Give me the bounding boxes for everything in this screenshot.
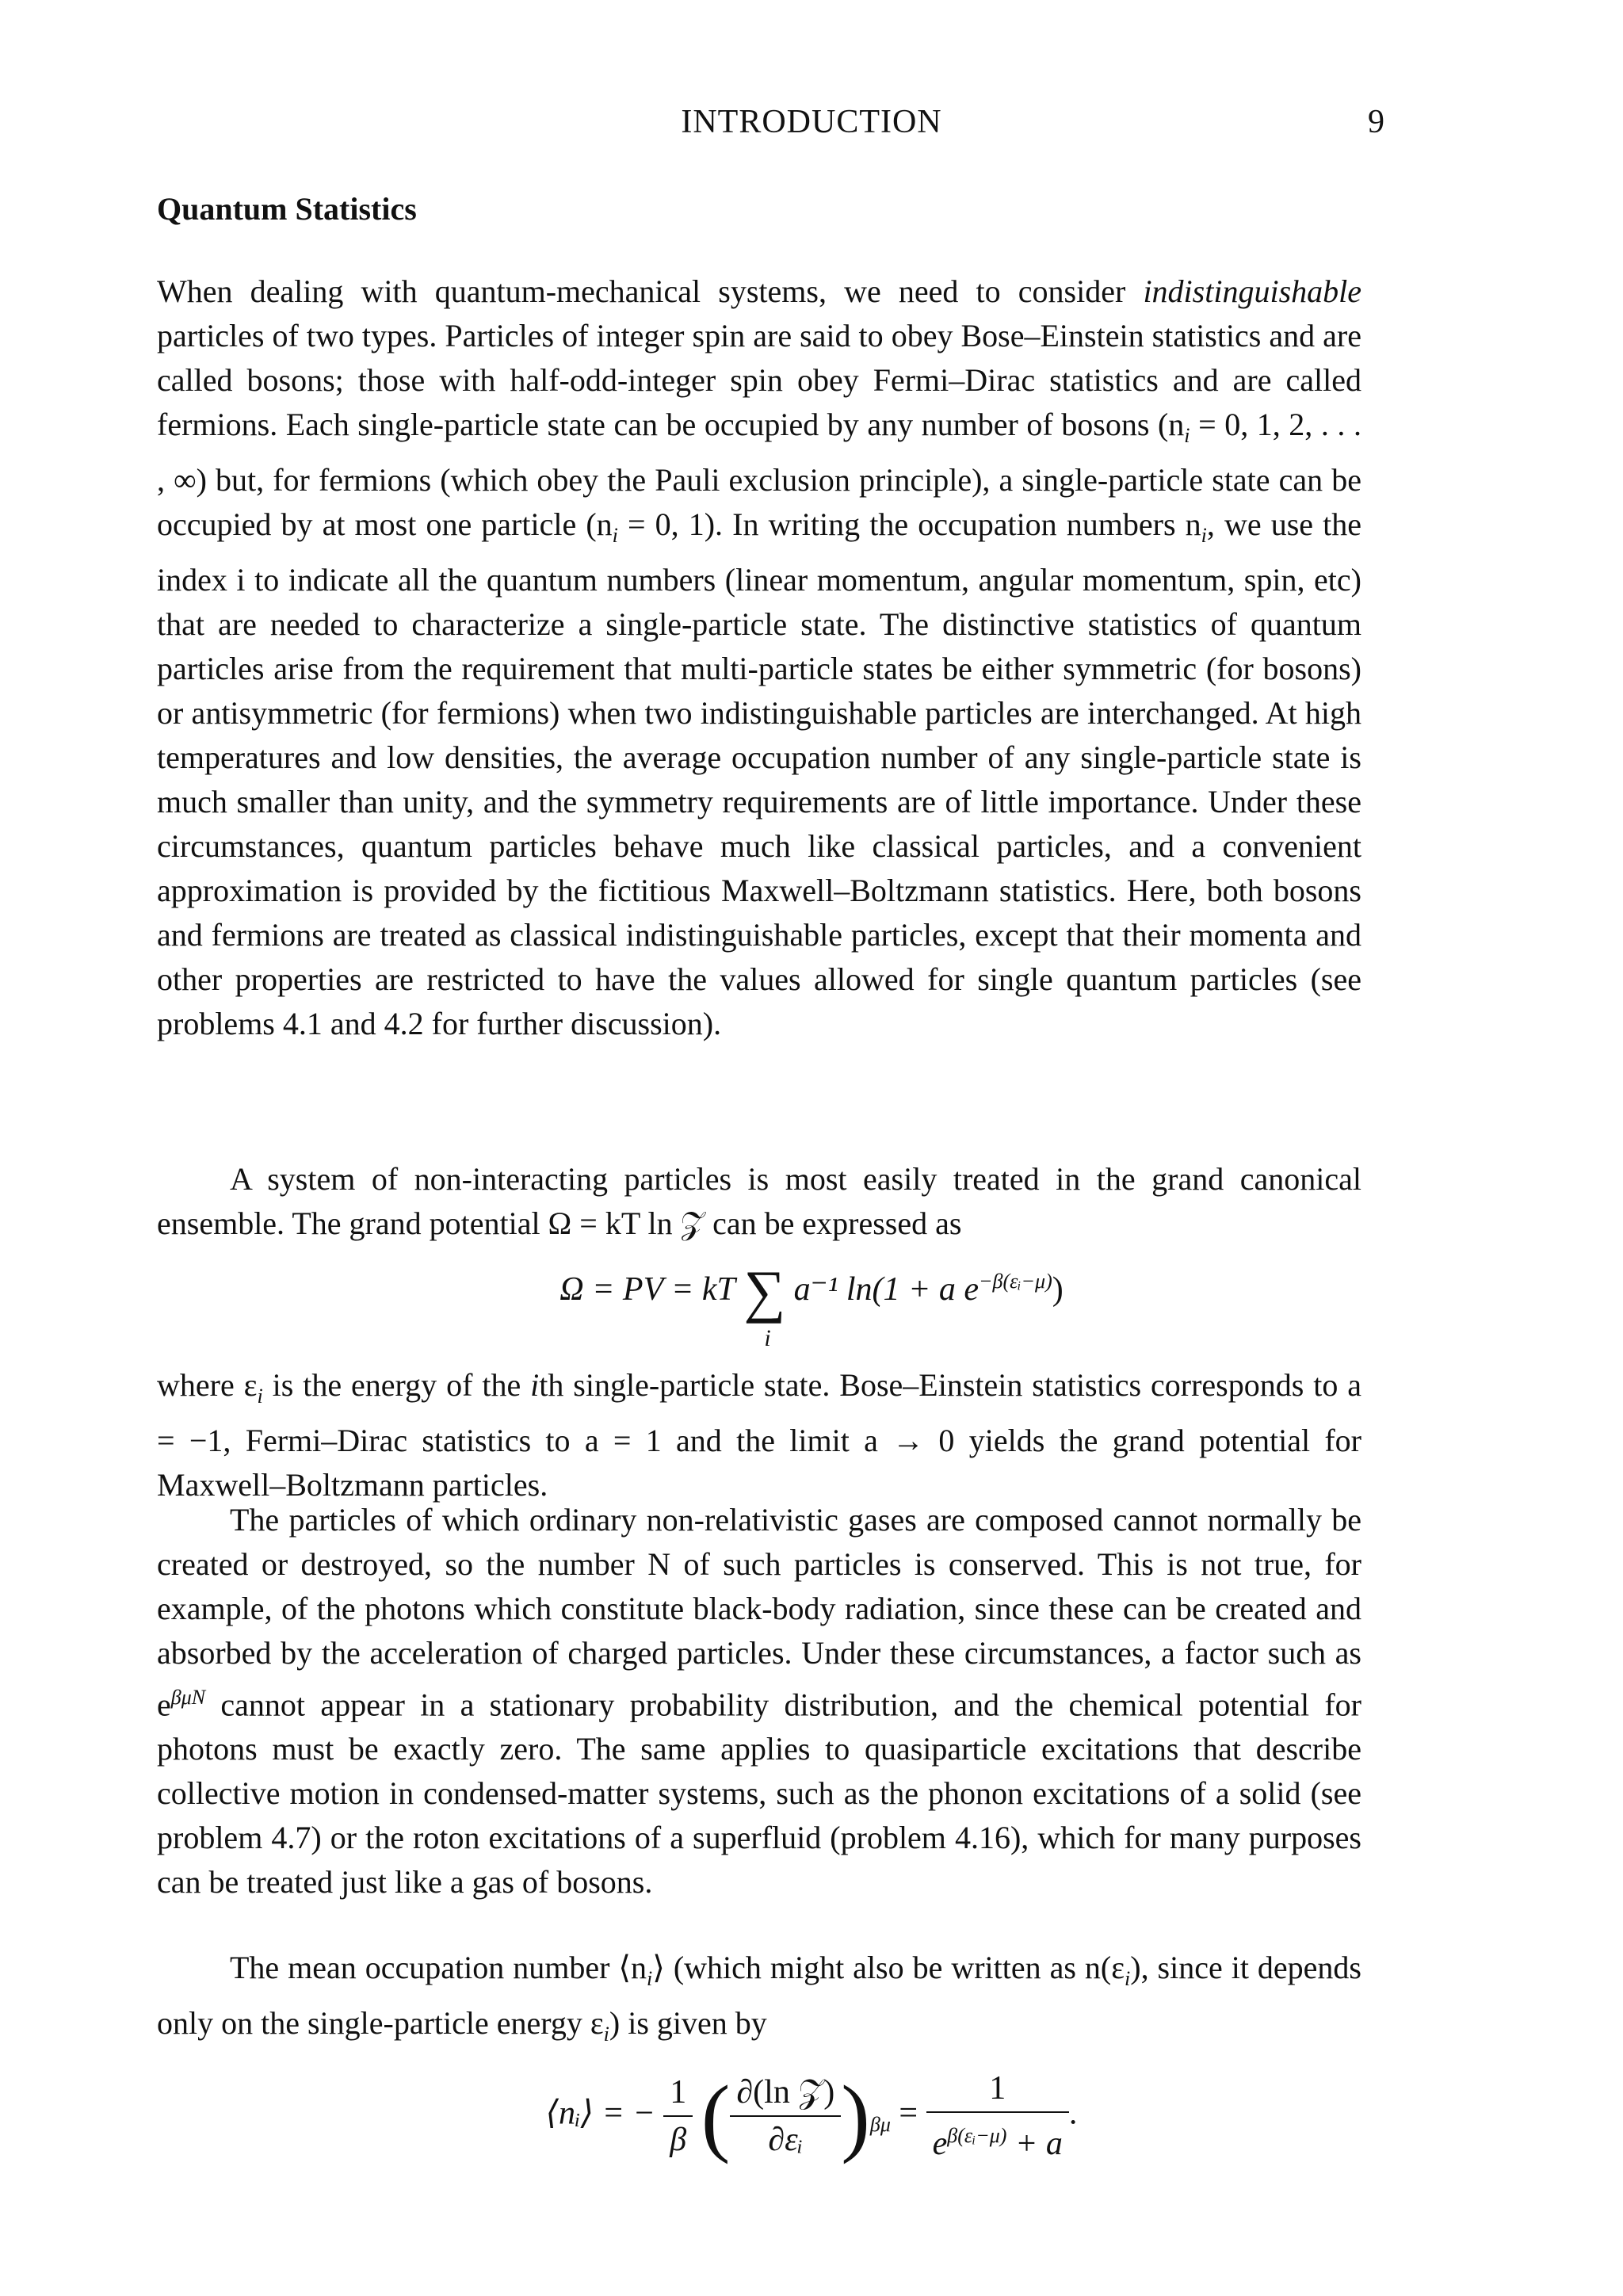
p5-text-d: ) is given by (609, 2005, 767, 2041)
paragraph-5 (157, 1946, 1361, 2057)
eq2-frac3-den-base: e (932, 2126, 948, 2162)
running-head-title: INTRODUCTION (681, 104, 942, 140)
left-paren: ( (701, 2068, 731, 2164)
p1-sub-2: i (612, 524, 618, 547)
eq2-subscript: βμ (869, 2113, 891, 2137)
equation-occupation-number (0, 2069, 1623, 2164)
eq2-frac3-den (926, 2113, 1069, 2164)
running-head (0, 103, 1623, 151)
right-paren: ) (841, 2068, 870, 2164)
eq2-frac-3 (926, 2069, 1069, 2164)
p1-text-c4: , we use the index i to indicate all the quantum numbers (linear momentum, angular momentum, spin, etc) that are needed to characterize a single-particle state. The distinctive statistics of quantum particles arise from the requirement that multi-particle states be either symmetric (for bosons) or antisymmetric (for fermions) when two indistinguishable particles are interchanged. At high temperatures and low densities, the average occupation number of any single-particle state is much smaller than unity, and the symmetry requirements are of little importance. Under these circumstances, quantum particles behave much like classical particles, and a convenient approximation is provided by the fictitious Maxwell–Boltzmann statistics. Here, both bosons and fermions are treated as classical indistinguishable particles, except that their momenta and other properties are restricted to have the values allowed for single quantum particles (see problems 4.1 and 4.2 for further discussion). (157, 506, 1362, 1041)
p1-text-a: When dealing with quantum-mechanical systems, we need to consider (157, 273, 1126, 309)
eq2-frac1-den: β (670, 2122, 687, 2158)
eq2-frac3-num: 1 (926, 2069, 1069, 2113)
eq1-rhs: a⁻¹ ln(1 + a e (793, 1271, 979, 1308)
p1-text-c2: = 0, 1, 2, . . . , ∞) but, for fermions (which obey the Pauli exclusion principle), a single-particle state can be occupied by at most one particle (n (157, 407, 1361, 542)
section-title: Quantum Statistics (157, 191, 417, 227)
p5-text-c: ), since it depends only on the single-particle energy ε (157, 1950, 1361, 2041)
paragraph-3 (157, 1363, 1361, 1507)
eq2-equals: = (899, 2095, 918, 2132)
p3-text-c: th single-particle state. Bose–Einstein statistics corresponds to a = −1, Fermi–Dirac statistics to a = 1 and the limit a → 0 yields the grand potential for Maxwell–Boltzmann particles. (157, 1367, 1362, 1503)
equation-grand-potential (0, 1259, 1623, 1351)
p3-index: i (530, 1367, 540, 1403)
p3-text-b: is the energy of the (262, 1367, 531, 1403)
p4-text-b: cannot appear in a stationary probability distribution, and the chemical potential for photons must be exactly zero. The same applies to quasiparticle excitations that describe collective motion in condensed-matter systems, such as the phonon excitations of a solid (see problem 4.7) or the roton excitations of a superfluid (problem 4.16), which for many purposes can be treated just like a gas of bosons. (157, 1687, 1361, 1901)
p1-italic-term: indistinguishable (1143, 273, 1362, 309)
eq2-frac2-num: ∂(ln 𝒵) (730, 2073, 841, 2117)
eq1-exponent: −β(εᵢ−μ) (979, 1270, 1052, 1293)
eq1-lhs: Ω = PV = kT (559, 1271, 735, 1308)
p5-sub-3: i (603, 2023, 609, 2046)
p1-text-c3: = 0, 1). In writing the occupation numbers n (617, 506, 1201, 542)
paragraph-1 (157, 269, 1361, 1046)
eq2-frac3-den-exp: β(εᵢ−μ) (947, 2124, 1007, 2147)
p5-text-a: The mean occupation number ⟨n (230, 1950, 647, 1985)
p3-sub-1: i (257, 1385, 263, 1408)
p1-sub-1: i (1184, 424, 1190, 447)
eq2-frac2-den: ∂εᵢ (768, 2122, 804, 2158)
eq2-frac-1 (663, 2073, 693, 2160)
eq2-frac-2 (730, 2073, 841, 2160)
eq2-frac1-num: 1 (663, 2073, 693, 2117)
p2-text: A system of non-interacting particles is most easily treated in the grand canonical ensemble. The grand potential Ω = kT ln 𝒵 can be expressed as (157, 1161, 1361, 1241)
eq1-close: ) (1052, 1271, 1064, 1308)
p5-text-b: ⟩ (which might also be written as n(ε (652, 1950, 1125, 1985)
p3-text-a: where ε (157, 1367, 258, 1403)
paragraph-2 (157, 1157, 1361, 1246)
p1-sub-3: i (1201, 524, 1207, 547)
p1-text-c: particles of two types. Particles of integer spin are said to obey Bose–Einstein statistics and are called bosons; those with half-odd-integer spin obey Fermi–Dirac statistics and are called fermions. Each single-particle state can be occupied by any number of bosons (n (157, 318, 1361, 442)
p4-exponent: βμN (170, 1686, 206, 1709)
p4-text-a: The particles of which ordinary non-relativistic gases are composed cannot normally be created or destroyed, so the number N of such particles is conserved. This is not true, for example, of the photons which constitute black-body radiation, since these can be created and absorbed by the acceleration of charged particles. Under these circumstances, a factor such as e (157, 1502, 1361, 1723)
paragraph-4 (157, 1498, 1361, 1904)
page-number: 9 (1368, 104, 1385, 140)
eq2-lhs: ⟨nᵢ⟩ = − (545, 2095, 655, 2132)
eq2-frac3-den-tail: + a (1006, 2126, 1063, 2162)
p5-sub-2: i (1125, 1967, 1131, 1990)
eq2-end: . (1068, 2095, 1078, 2132)
sum-symbol: ∑ i (743, 1259, 786, 1351)
p5-sub-1: i (647, 1967, 653, 1990)
eq1-sum-index: i (764, 1325, 771, 1351)
